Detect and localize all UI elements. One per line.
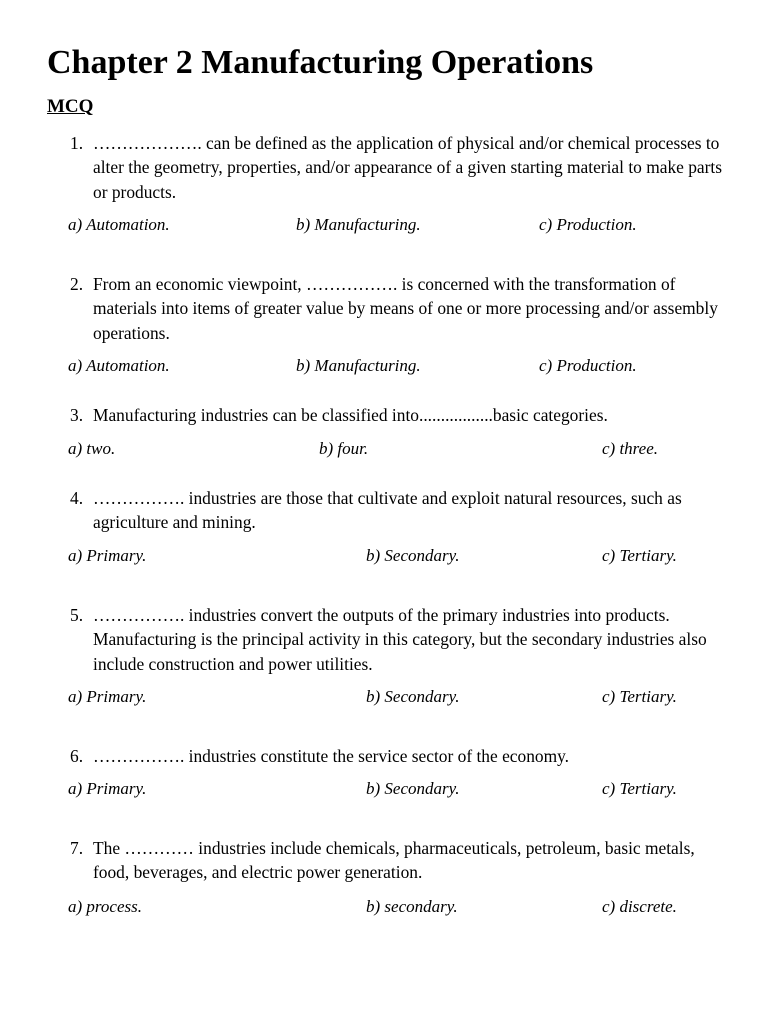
option-a: a) Automation. — [68, 356, 170, 375]
question-text: ………………. can be defined as the application of physical and/or chemical processes to alter the geometry, properties, and/or appearance of a given starting material to make parts or products. — [93, 133, 723, 202]
question-5 — [70, 603, 730, 676]
option-b: b) Secondary. — [366, 546, 460, 565]
question-7 — [70, 836, 730, 885]
question-number: 3. — [70, 405, 84, 425]
option-b: b) Secondary. — [366, 687, 460, 706]
question-text: ……………. industries constitute the service sector of the economy. — [93, 746, 570, 766]
option-c: c) three. — [602, 439, 659, 458]
question-number: 4. — [70, 488, 84, 508]
question-text: From an economic viewpoint, ……………. is concerned with the transformation of materials into items of greater value by means of one or more processing and/or assembly operations. — [93, 274, 718, 343]
option-c: c) Production. — [539, 356, 637, 375]
question-text: ……………. industries are those that cultivate and exploit natural resources, such as agriculture and mining. — [93, 488, 682, 533]
option-b: b) Secondary. — [366, 779, 460, 798]
option-c: c) Production. — [539, 215, 637, 234]
question-6 — [70, 744, 730, 768]
question-number: 5. — [70, 605, 84, 625]
question-text: ……………. industries convert the outputs of the primary industries into products. Manufacturing is the principal activity in this category, but the secondary industries also include construction and power utilities. — [93, 605, 707, 674]
option-c: c) Tertiary. — [602, 779, 677, 798]
question-number: 1. — [70, 133, 84, 153]
option-b: b) Manufacturing. — [296, 356, 421, 375]
page-title: Chapter 2 Manufacturing Operations — [47, 44, 594, 81]
option-a: a) Automation. — [68, 215, 170, 234]
question-number: 7. — [70, 838, 84, 858]
question-3 — [70, 403, 730, 427]
option-c: c) Tertiary. — [602, 546, 677, 565]
question-4 — [70, 486, 730, 535]
question-1 — [70, 131, 730, 204]
option-b: b) secondary. — [366, 897, 458, 916]
option-a: a) process. — [68, 897, 142, 916]
question-text: The ………… industries include chemicals, pharmaceuticals, petroleum, basic metals, food, beverages, and electric power generation. — [93, 838, 695, 883]
option-a: a) Primary. — [68, 546, 147, 565]
question-number: 2. — [70, 274, 84, 294]
option-b: b) Manufacturing. — [296, 215, 421, 234]
section-heading: MCQ — [47, 96, 94, 117]
question-2 — [70, 272, 730, 345]
option-b: b) four. — [319, 439, 369, 458]
option-c: c) discrete. — [602, 897, 677, 916]
question-text: Manufacturing industries can be classified into.................basic categories. — [93, 405, 608, 425]
question-number: 6. — [70, 746, 84, 766]
option-a: a) two. — [68, 439, 116, 458]
option-c: c) Tertiary. — [602, 687, 677, 706]
option-a: a) Primary. — [68, 687, 147, 706]
option-a: a) Primary. — [68, 779, 147, 798]
